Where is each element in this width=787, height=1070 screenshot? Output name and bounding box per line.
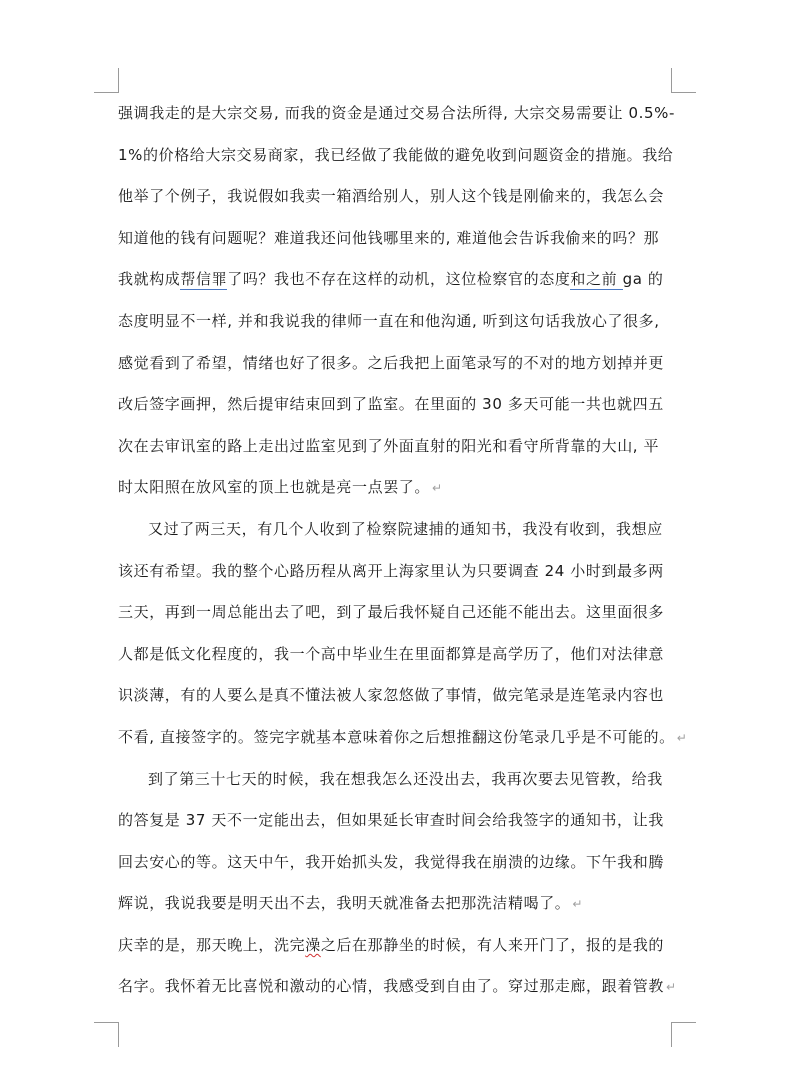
text-line: 强调我走的是大宗交易, 而我的资金是通过交易合法所得, 大宗交易需要让 0.5%- — [118, 104, 675, 122]
text-line: 我就构成帮信罪了吗？我也不存在这样的动机，这位检察官的态度和之前 ga 的 — [118, 270, 664, 289]
paragraph-mark-icon: ↵ — [432, 481, 443, 496]
text-line: 回去安心的等。这天中午，我开始抓头发，我觉得我在崩溃的边缘。下午我和腾 — [118, 852, 665, 871]
spelling-underline: 澡 — [305, 935, 321, 954]
margin-corner-top-left — [94, 68, 119, 93]
paragraph-mark-icon: ↵ — [572, 897, 584, 912]
text-line: 三天，再到一周总能出去了吧，到了最后我怀疑自己还能不能出去。这里面很多 — [118, 603, 665, 622]
text-line: 感觉看到了希望，情绪也好了很多。之后我把上面笔录写的不对的地方划掉并更 — [118, 353, 665, 372]
text-line: 他举了个例子，我说假如我卖一箱酒给别人，别人这个钱是刚偷来的，我怎么会 — [118, 187, 665, 206]
paragraph-mark-icon: ↵ — [666, 980, 677, 995]
text-line: 人都是低文化程度的，我一个高中毕业生在里面都算是高学历了，他们对法律意 — [118, 644, 665, 663]
text-line: 知道他的钱有问题呢？难道我还问他钱哪里来的, 难道他会告诉我偷来的吗？那 — [118, 228, 660, 247]
text-line: 该还有希望。我的整个心路历程从离开上海家里认为只要调查 24 小时到最多两 — [118, 561, 664, 580]
margin-corner-top-right — [671, 68, 696, 93]
text-line: 庆幸的是，那天晚上，洗完澡之后在那静坐的时候，有人来开门了，报的是我的 — [118, 935, 665, 954]
text-line: 到了第三十七天的时候，我在想我怎么还没出去，我再次要去见管教，给我 — [148, 769, 663, 788]
text-line: 态度明显不一样, 并和我说我的律师一直在和他沟通, 听到这句话我放心了很多, — [118, 311, 660, 330]
grammar-underline: 和之前 — [570, 270, 623, 289]
text-line: 识淡薄，有的人要么是真不懂法被人家忽悠做了事情，做完笔录是连笔录内容也 — [118, 686, 665, 705]
document-body[interactable] — [118, 93, 688, 1008]
grammar-underline: 帮信罪 — [180, 270, 228, 289]
paragraph-mark-icon: ↵ — [676, 730, 688, 745]
text-line: 的答复是 37 天不一定能出去，但如果延长审查时间会给我签字的通知书，让我 — [118, 811, 664, 830]
margin-corner-bottom-left — [94, 1022, 119, 1047]
text-line: 改后签字画押，然后提审结束回到了监室。在里面的 30 多天可能一共也就四五 — [118, 395, 664, 414]
margin-corner-bottom-right — [671, 1022, 696, 1047]
text-line: 1%的价格给大宗交易商家，我已经做了我能做的避免收到问题资金的措施。我给 — [118, 145, 674, 164]
text-line: 不看, 直接签字的。签完字就基本意味着你之后想推翻这份笔录几乎是不可能的。 ↵ — [118, 727, 688, 746]
text-line: 又过了两三天，有几个人收到了检察院逮捕的通知书，我没有收到，我想应 — [148, 519, 663, 538]
text-line: 次在去审讯室的路上走出过监室见到了外面直射的阳光和看守所背靠的大山, 平 — [118, 436, 660, 455]
text-line: 辉说，我说我要是明天出不去，我明天就准备去把那洗洁精喝了。 ↵ — [118, 894, 584, 913]
text-line: 名字。我怀着无比喜悦和激动的心情，我感受到自由了。穿过那走廊，跟着管教 ↵ — [118, 977, 677, 996]
text-line: 时太阳照在放风室的顶上也就是亮一点罢了。 ↵ — [118, 478, 443, 497]
